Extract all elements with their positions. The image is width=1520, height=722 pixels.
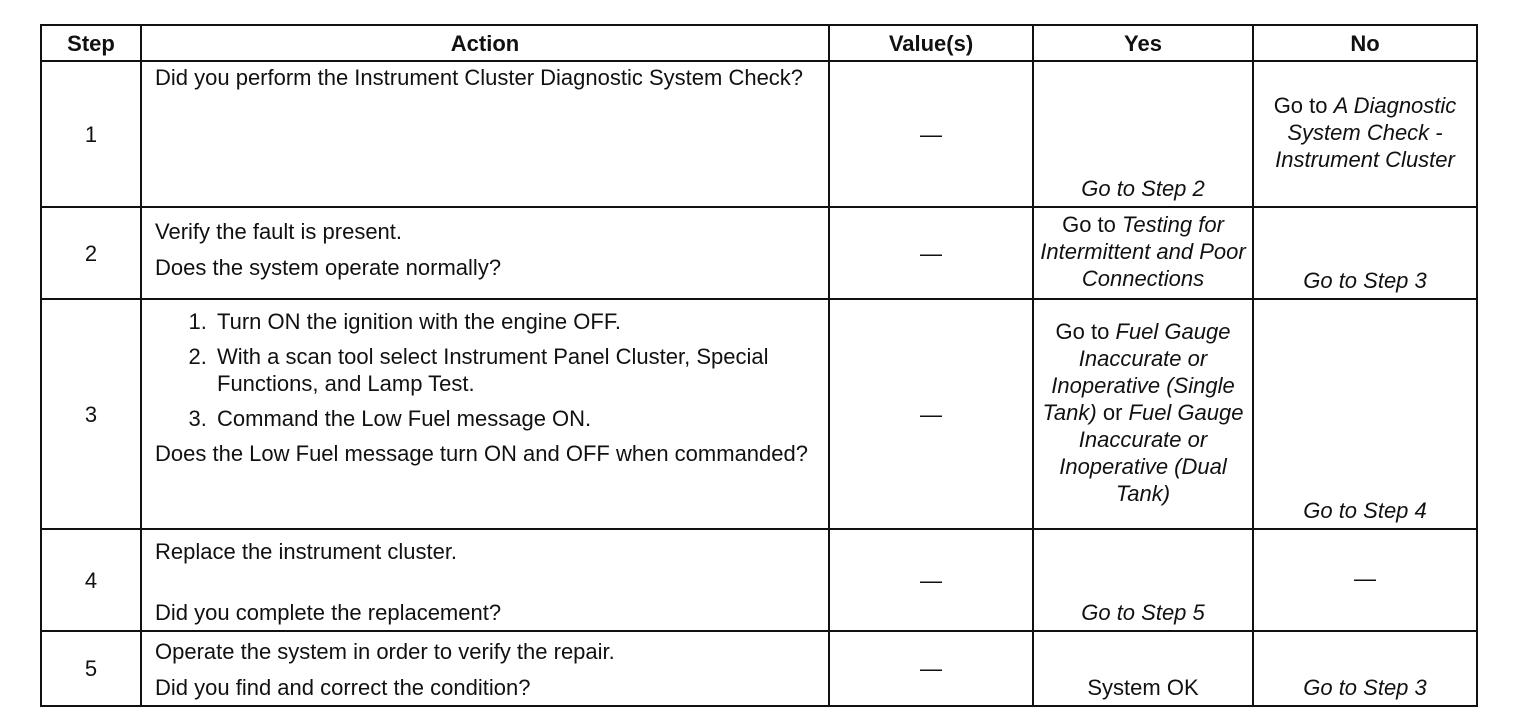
yes-text: System OK — [1087, 675, 1199, 700]
table-row — [41, 61, 1477, 207]
step-number: 1 — [41, 61, 141, 207]
action-cell — [141, 299, 829, 529]
header-row — [41, 25, 1477, 61]
yes-prefix: Go to — [1055, 318, 1116, 344]
diagnostic-table — [40, 24, 1478, 707]
step-number: 3 — [41, 299, 141, 529]
action-text: Did you perform the Instrument Cluster Diagnostic System Check? — [155, 65, 804, 90]
no-link[interactable]: Go to Step 4 — [1303, 498, 1427, 523]
header-values: Value(s) — [829, 25, 1033, 61]
action-question: Does the Low Fuel message turn ON and OFF when commanded? — [155, 441, 808, 466]
no-cell — [1253, 299, 1477, 529]
value-text: — — [920, 121, 942, 147]
action-text: Operate the system in order to verify the repair. — [155, 639, 615, 664]
step-number: 2 — [41, 207, 141, 299]
action-step: 1. Turn ON the ignition with the engine OFF. — [213, 308, 816, 335]
header-yes: Yes — [1033, 25, 1253, 61]
yes-link-single-tank[interactable]: Fuel Gauge Inaccurate or Inoperative (Single Tank) — [1042, 318, 1235, 425]
yes-cell — [1033, 207, 1253, 299]
yes-link[interactable]: Go to Step 5 — [1081, 600, 1205, 625]
value-text: — — [920, 401, 942, 427]
no-link[interactable]: Go to Step 3 — [1303, 675, 1427, 700]
yes-or: or — [1096, 399, 1129, 425]
action-cell — [141, 631, 829, 706]
step-number: 5 — [41, 631, 141, 706]
yes-prefix: Go to — [1062, 211, 1122, 237]
action-step: 3. Command the Low Fuel message ON. — [213, 405, 816, 432]
value-cell — [829, 207, 1033, 299]
table-row — [41, 207, 1477, 299]
action-text: Verify the fault is present. — [155, 219, 403, 244]
table-row — [41, 299, 1477, 529]
action-steps-list — [155, 308, 816, 432]
no-prefix: Go to — [1273, 92, 1334, 118]
value-cell — [829, 299, 1033, 529]
yes-link[interactable]: Go to Step 2 — [1081, 176, 1205, 201]
no-cell — [1253, 529, 1477, 631]
yes-cell — [1033, 61, 1253, 207]
action-cell — [141, 529, 829, 631]
no-cell — [1253, 631, 1477, 706]
action-cell — [141, 61, 829, 207]
no-link[interactable]: A Diagnostic System Check - Instrument Cluster — [1275, 92, 1457, 172]
yes-cell — [1033, 529, 1253, 631]
action-question: Did you find and correct the condition? — [155, 675, 531, 700]
value-cell — [829, 61, 1033, 207]
yes-link[interactable]: Testing for Intermittent and Poor Connections — [1040, 211, 1246, 291]
yes-cell — [1033, 631, 1253, 706]
value-text: — — [920, 240, 942, 266]
value-text: — — [920, 656, 942, 681]
no-cell — [1253, 61, 1477, 207]
yes-link-dual-tank[interactable]: Fuel Gauge Inaccurate or Inoperative (Dual Tank) — [1059, 399, 1244, 506]
value-text: — — [920, 567, 942, 593]
yes-cell — [1033, 299, 1253, 529]
table-row — [41, 631, 1477, 706]
action-step: 2. With a scan tool select Instrument Panel Cluster, Special Functions, and Lamp Test. — [213, 343, 816, 397]
value-cell — [829, 529, 1033, 631]
header-no: No — [1253, 25, 1477, 61]
no-cell — [1253, 207, 1477, 299]
action-text: Replace the instrument cluster. — [155, 539, 458, 564]
value-cell — [829, 631, 1033, 706]
action-question: Did you complete the replacement? — [155, 600, 502, 625]
header-step: Step — [41, 25, 141, 61]
no-text: — — [1354, 565, 1376, 591]
table-row — [41, 529, 1477, 631]
no-link[interactable]: Go to Step 3 — [1303, 268, 1427, 293]
action-question: Does the system operate normally? — [155, 255, 502, 280]
action-cell — [141, 207, 829, 299]
step-number: 4 — [41, 529, 141, 631]
header-action: Action — [141, 25, 829, 61]
